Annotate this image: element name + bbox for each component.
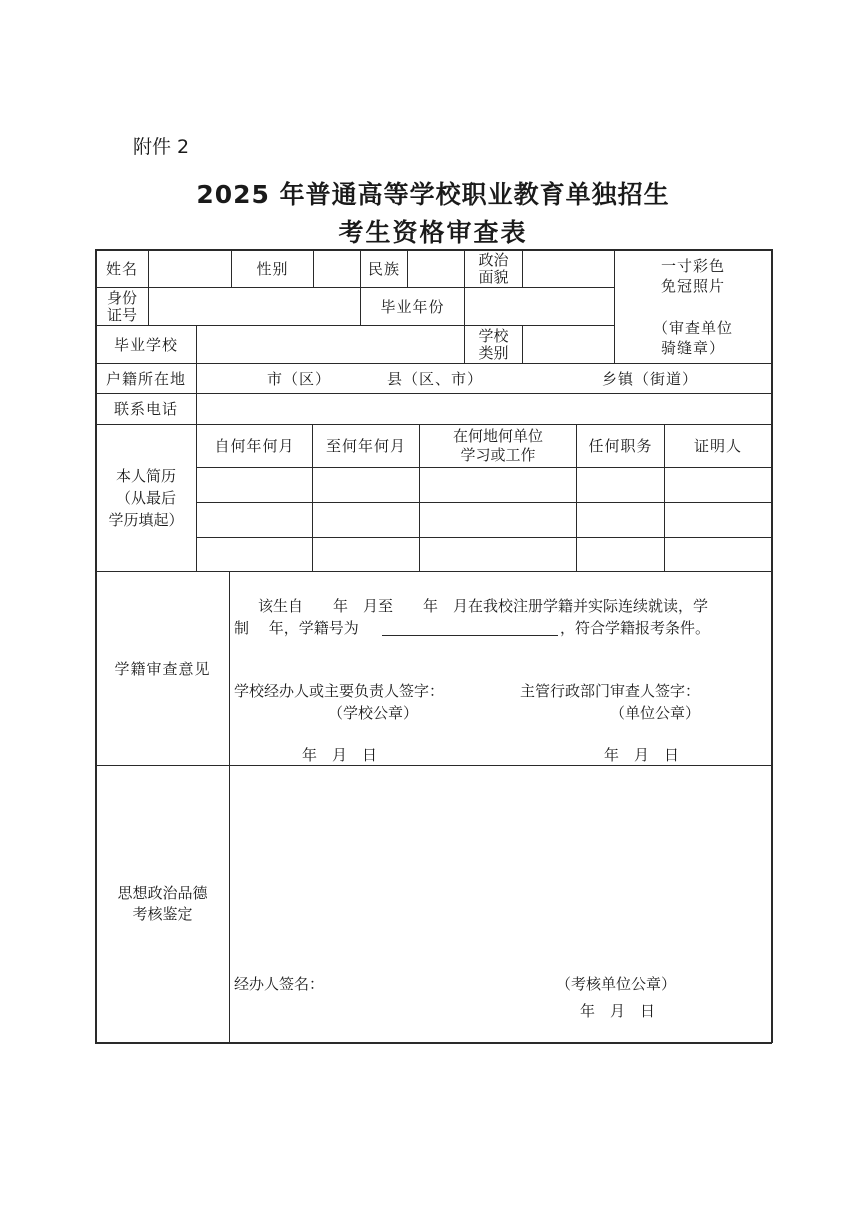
phone-field[interactable] (197, 394, 771, 424)
school-type-label-line-1: 学校 (478, 326, 509, 345)
enrollment-review-area (230, 572, 771, 765)
title-line-1: 2025 年普通高等学校职业教育单独招生 (196, 180, 670, 209)
enrollment-text-line-2b: ，符合学籍报考条件。 (560, 619, 711, 637)
moral-assessment-area[interactable] (230, 766, 771, 1042)
id-label (96, 288, 148, 325)
name-label: 姓名 (105, 259, 138, 278)
school-field[interactable] (197, 326, 464, 363)
school-type-label-line-2: 类别 (478, 343, 509, 362)
photo-line-3: （审查单位 (652, 319, 733, 337)
moral-label (96, 766, 229, 1042)
resume-row[interactable] (197, 468, 771, 502)
id-number-field[interactable] (149, 288, 360, 325)
grad-year-field[interactable] (465, 288, 614, 325)
school-seal-label: （学校公章） (328, 704, 419, 722)
col-from-header: 自何年何月 (214, 437, 295, 455)
moral-date: 年 月 日 (580, 1002, 656, 1020)
dept-sign-label: 主管行政部门审查人签字： (520, 682, 701, 700)
enrollment-label: 学籍审查意见 (114, 659, 211, 678)
resume-label-line-1: 本人简历 (115, 467, 176, 485)
gender-label: 性别 (256, 259, 289, 278)
enrollment-text-line-2a: 制 年，学籍号为 (234, 619, 359, 637)
handler-sign-label: 经办人签名： (234, 975, 325, 993)
phone-label: 联系电话 (113, 400, 178, 418)
col-place-header (420, 425, 576, 467)
school-type-label (465, 326, 522, 363)
col-place-line-1: 在何地何单位 (452, 427, 543, 445)
political-label-line-1: 政治 (478, 250, 509, 269)
residence-town: 乡镇（街道） (602, 370, 699, 388)
ethnicity-field[interactable] (408, 250, 464, 287)
resume-label (96, 425, 196, 571)
col-witness-header: 证明人 (693, 437, 742, 455)
name-field[interactable] (149, 250, 231, 287)
photo-line-2: 免冠照片 (660, 277, 725, 295)
grad-year-label: 毕业年份 (380, 297, 445, 316)
moral-label-line-1: 思想政治品德 (117, 884, 208, 902)
residence-county: 县（区、市） (387, 370, 484, 388)
col-to-header: 至何年何月 (325, 437, 406, 455)
moral-seal-label: （考核单位公章） (556, 975, 677, 993)
gender-field[interactable] (314, 250, 360, 287)
residence-city: 市（区） (267, 370, 332, 388)
attachment-label: 附件 2 (133, 136, 190, 158)
school-date: 年 月 日 (302, 746, 378, 764)
residence-label: 户籍所在地 (105, 369, 186, 388)
enrollment-text-line-1: 该生自 年 月至 年 月在我校注册学籍并实际连续就读，学 (258, 597, 709, 615)
school-label: 毕业学校 (113, 335, 178, 354)
moral-label-line-2: 考核鉴定 (132, 905, 193, 923)
student-id-blank[interactable] (382, 635, 558, 636)
political-label-line-2: 面貌 (478, 267, 509, 286)
school-type-field[interactable] (523, 326, 614, 363)
resume-label-line-2: （从最后 (115, 489, 176, 507)
id-label-line-1: 身份 (106, 288, 137, 307)
resume-label-line-3: 学历填起） (108, 511, 184, 529)
dept-seal-label: （单位公章） (610, 704, 701, 722)
table-border-right (771, 249, 773, 1043)
political-label (465, 250, 522, 287)
col-position-header: 任何职务 (588, 437, 653, 455)
photo-line-4: 骑缝章） (660, 339, 725, 357)
residence-field[interactable] (197, 364, 771, 393)
photo-line-1: 一寸彩色 (660, 257, 725, 275)
photo-box[interactable] (615, 250, 771, 363)
id-label-line-2: 证号 (106, 305, 137, 324)
school-sign-label: 学校经办人或主要负责人签字： (234, 682, 445, 700)
dept-date: 年 月 日 (604, 746, 680, 764)
political-field[interactable] (523, 250, 614, 287)
resume-row[interactable] (197, 538, 771, 571)
title-line-2: 考生资格审查表 (338, 218, 528, 247)
table-border-bottom (95, 1042, 772, 1044)
col-place-line-2: 学习或工作 (460, 446, 536, 464)
ethnicity-label: 民族 (367, 259, 400, 278)
resume-row[interactable] (197, 503, 771, 537)
